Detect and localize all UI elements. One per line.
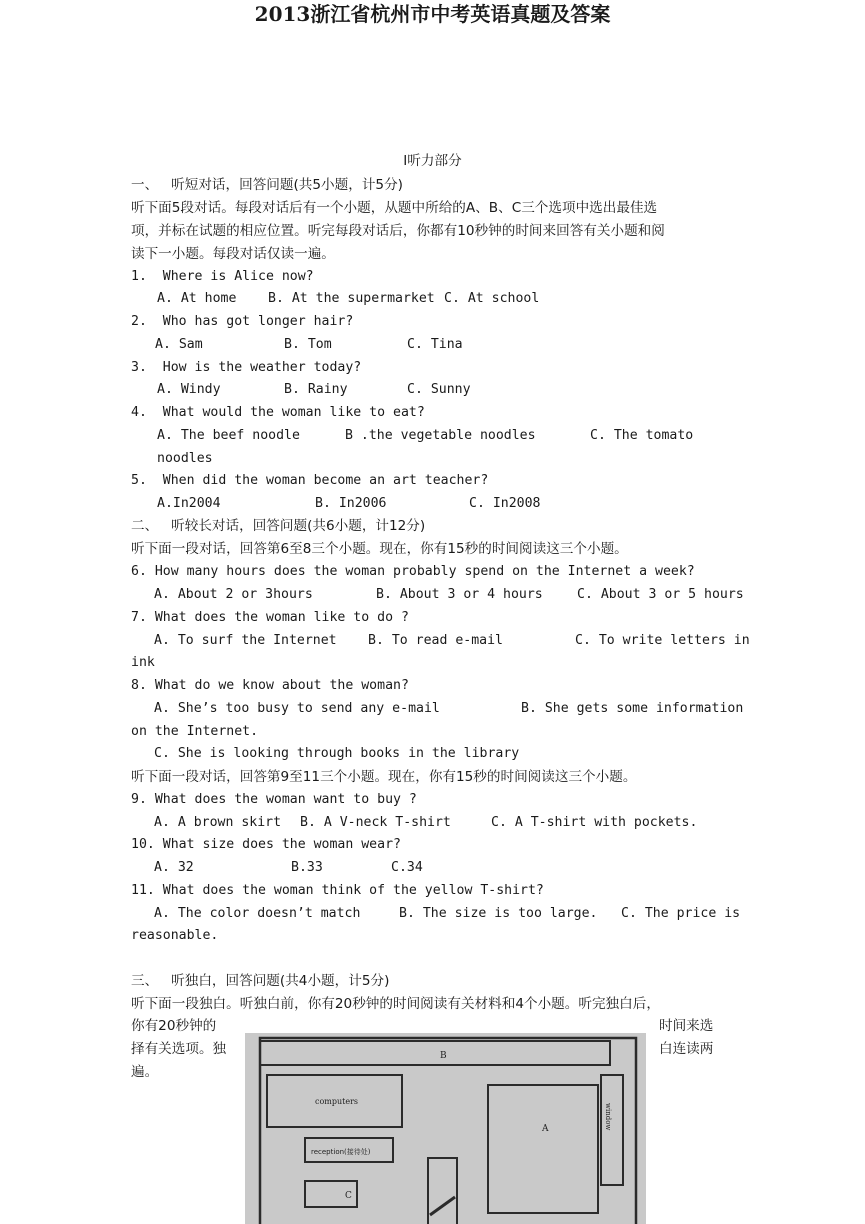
section1-heading: 一、 听短对话，回答问题(共5小题，计5分) — [131, 177, 403, 193]
floor-plan-drawing — [245, 1033, 646, 1224]
option-b: B. A V-neck T-shirt — [300, 815, 451, 830]
option-c: C. Tina — [407, 337, 463, 352]
section1-instruction-line: 项，并标在试题的相应位置。听完每段对话后，你都有10秒钟的时间来回答有关小题和阅 — [131, 223, 665, 239]
section1-instruction-line: 读下一小题。每段对话仅读一遍。 — [131, 246, 335, 262]
question-6: 6. How many hours does the woman probably spend on the Internet a week? — [131, 564, 695, 579]
section2-instruction: 听下面一段对话，回答第9至11三个小题。现在，你有15秒的时间阅读这三个小题。 — [131, 769, 637, 785]
option-c: C. To write letters in — [575, 633, 750, 648]
section3-instruction-line: 听下面一段独白。听独白前，你有20秒钟的时间阅读有关材料和4个小题。听完独白后， — [131, 996, 660, 1012]
section2-instruction: 听下面一段对话，回答第6至8三个小题。现在，你有15秒的时间阅读这三个小题。 — [131, 541, 628, 557]
question-2: 2. Who has got longer hair? — [131, 314, 354, 329]
question-4: 4. What would the woman like to eat? — [131, 405, 425, 420]
floor-plan-figure — [245, 1033, 646, 1224]
option-a: A. The color doesn’t match — [154, 906, 361, 921]
option-c: C. Sunny — [407, 382, 471, 397]
option-b: B. The size is too large. — [399, 906, 598, 921]
section3-heading: 三、 听独白，回答问题(共4小题，计5分) — [131, 973, 390, 989]
question-9: 9. What does the woman want to buy ? — [131, 792, 417, 807]
section2-heading: 二、 听较长对话，回答问题(共6小题，计12分) — [131, 518, 426, 534]
option-a: A.In2004 — [157, 496, 221, 511]
option-continuation: ink — [131, 655, 155, 670]
option-c: C. At school — [444, 291, 540, 306]
option-a: A. 32 — [154, 860, 194, 875]
option-a: A. Windy — [157, 382, 221, 397]
section3-instruction-line: 时间来选 — [659, 1018, 714, 1034]
option-a: A. At home — [157, 291, 237, 306]
section1-instruction-line: 听下面5段对话。每段对话后有一个小题，从题中所给的A、B、C三个选项中选出最佳选 — [131, 200, 658, 216]
option-a: A. She’s too busy to send any e-mail — [154, 701, 440, 716]
option-c: C.34 — [391, 860, 423, 875]
option-a: A. The beef noodle — [157, 428, 300, 443]
room-a-label: A — [542, 1124, 549, 1134]
option-a: A. To surf the Internet — [154, 633, 337, 648]
option-b: B. Tom — [284, 337, 332, 352]
option-b: B. In2006 — [315, 496, 387, 511]
part-label: I听力部分 — [403, 153, 462, 169]
option-c: C. In2008 — [469, 496, 541, 511]
option-continuation: reasonable. — [131, 928, 219, 943]
option-b: B.33 — [291, 860, 323, 875]
question-3: 3. How is the weather today? — [131, 360, 362, 375]
section3-instruction-line: 白连读两 — [659, 1041, 714, 1057]
option-a: A. A brown skirt — [154, 815, 282, 830]
option-c: C. About 3 or 5 hours — [577, 587, 744, 602]
option-b: B. To read e-mail — [368, 633, 503, 648]
section3-instruction-line: 择有关选项。独 — [131, 1041, 227, 1057]
option-b: B .the vegetable noodles — [345, 428, 536, 443]
option-continuation: on the Internet. — [131, 724, 259, 739]
reception-label: reception(接待处) — [311, 1148, 371, 1156]
question-8: 8. What do we know about the woman? — [131, 678, 409, 693]
section3-instruction-line: 你有20秒钟的 — [131, 1018, 217, 1034]
document-title: 2013浙江省杭州市中考英语真题及答案 — [254, 2, 611, 26]
door-swing — [430, 1197, 455, 1215]
room-c-label: C — [345, 1191, 352, 1201]
option-c: C. The tomato — [590, 428, 694, 443]
option-b: B. About 3 or 4 hours — [376, 587, 543, 602]
option-c: C. The price is — [621, 906, 741, 921]
question-11: 11. What does the woman think of the yellow T-shirt? — [131, 883, 544, 898]
question-10: 10. What size does the woman wear? — [131, 837, 401, 852]
option-a: A. Sam — [155, 337, 203, 352]
window-label: window — [604, 1103, 612, 1131]
option-continuation: noodles — [157, 451, 213, 466]
question-5: 5. When did the woman become an art teacher? — [131, 473, 489, 488]
room-b-label: B — [440, 1051, 447, 1061]
room-b — [260, 1041, 610, 1065]
option-c: C. She is looking through books in the library — [154, 746, 520, 761]
option-c: C. A T-shirt with pockets. — [491, 815, 698, 830]
option-b: B. At the supermarket — [268, 291, 435, 306]
option-b: B. Rainy — [284, 382, 348, 397]
question-1: 1. Where is Alice now? — [131, 269, 314, 284]
computers-label: computers — [315, 1097, 359, 1106]
option-b: B. She gets some information — [521, 701, 744, 716]
room-a — [488, 1085, 598, 1213]
option-a: A. About 2 or 3hours — [154, 587, 313, 602]
section3-instruction-line: 遍。 — [131, 1064, 159, 1080]
question-7: 7. What does the woman like to do ? — [131, 610, 409, 625]
